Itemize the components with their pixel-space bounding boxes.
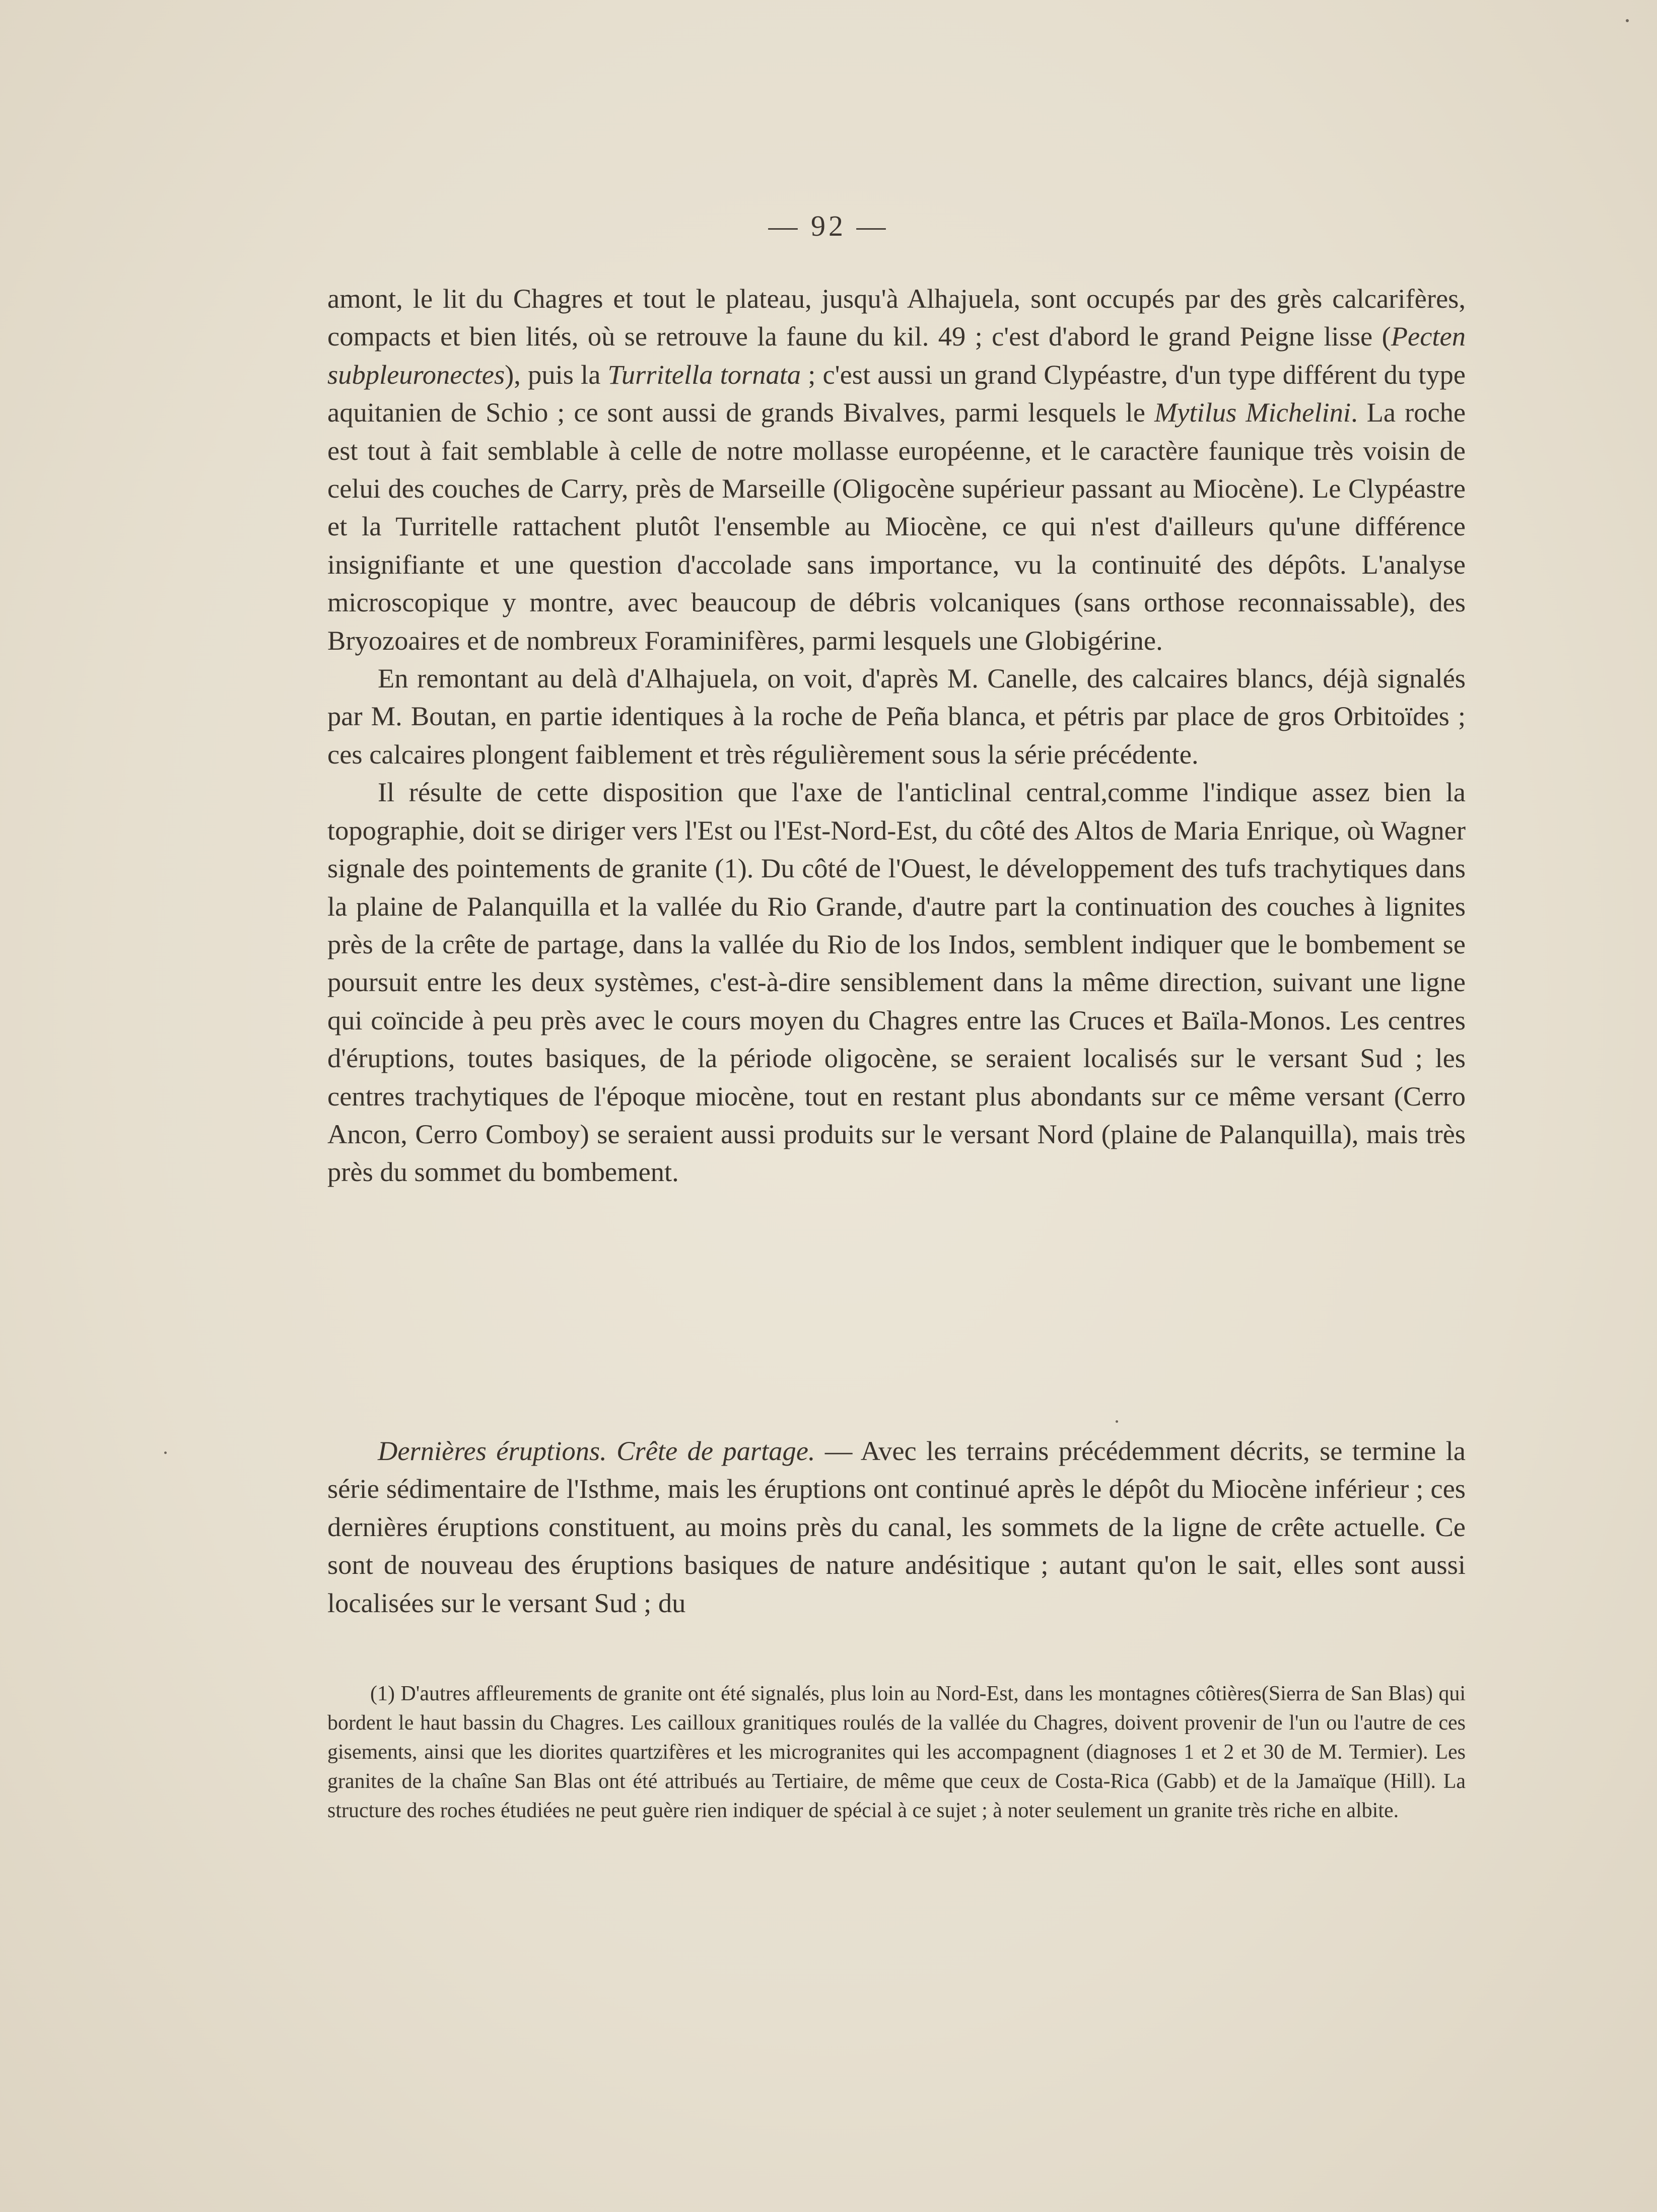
species-pecten: Pecten subpleuronectes (327, 321, 1466, 390)
paper-speck (1626, 19, 1629, 22)
paragraph-2: En remontant au delà d'Alhajuela, on voit, d'après M. Canelle, des calcaires blancs, déjà signalés par M. Boutan, en partie identiques à la roche de Peña blanca, et pétris par place de gros Orbitoïdes ; ces calcaires plongent faiblement et très régulièrement sous la série précédente. (327, 663, 1466, 770)
section-eruptions (327, 1432, 1466, 1622)
paragraph-1-text-3: ; c'est aussi un grand Clypéastre, d'un type différent du type aquitanien de Schio ; ce sont aussi de grands Bivalves, parmi lesquels le (327, 359, 1466, 428)
paragraph-3: Il résulte de cette disposition que l'axe de l'anticlinal central,comme l'indique assez bien la topographie, doit se diriger vers l'Est ou l'Est-Nord-Est, du côté des Altos de Maria Enrique, où Wagner signale des pointements de granite (1). Du côté de l'Ouest, le développement des tufs trachytiques dans la plaine de Palanquilla et la vallée du Rio Grande, d'autre part la continuation des couches à lignites près de la crête de partage, dans la vallée du Rio de los Indos, semblent indiquer que le bombement se poursuit entre les deux systèmes, c'est-à-dire sensiblement dans la même direction, suivant une ligne qui coïncide à peu près avec le cours moyen du Chagres entre las Cruces et Baïla-Monos. Les centres d'éruptions, toutes basiques, de la période oligocène, se seraient localisés sur le versant Sud ; les centres trachytiques de l'époque miocène, tout en restant plus abondants sur ce même versant (Cerro Ancon, Cerro Comboy) se seraient aussi produits sur le versant Nord (plaine de Palanquilla), mais très près du sommet du bombement. (327, 777, 1466, 1188)
section-heading: Dernières éruptions. Crête de partage. (378, 1435, 815, 1466)
page-number: — 92 — (768, 210, 889, 242)
footnote-text: (1) D'autres affleurements de granite ont été signalés, plus loin au Nord-Est, dans les montagnes côtières(Sierra de San Blas) qui bordent le haut bassin du Chagres. Les cailloux granitiques roulés de la vallée du Chagres, doivent provenir de l'un ou l'autre de ces gisements, ainsi que les diorites quartzifères et les microgranites qui les accompagnent (diagnoses 1 et 2 et 30 de M. Termier). Les granites de la chaîne San Blas ont été attribués au Tertiaire, de même que ceux de Costa-Rica (Gabb) et de la Jamaïque (Hill). La structure des roches étudiées ne peut guère rien indiquer de spécial à ce sujet ; à noter seulement un granite très riche en albite. (327, 1682, 1466, 1822)
heading-dash: — (815, 1435, 861, 1466)
main-text (327, 280, 1466, 1191)
paragraph-1-text-1: amont, le lit du Chagres et tout le plateau, jusqu'à Alhajuela, sont occupés par des grès calcarifères, compacts et bien lités, où se retrouve la faune du kil. 49 ; c'est d'abord le grand Peigne lisse ( (327, 283, 1466, 352)
paper-speck (1116, 1420, 1118, 1423)
paragraph-4-text: Avec les terrains précédemment décrits, se termine la série sédimentaire de l'Isthme, mais les éruptions ont continué après le dépôt du Miocène inférieur ; ces dernières éruptions constituent, au moins près du canal, les sommets de la ligne de crête actuelle. Ce sont de nouveau des éruptions basiques de nature andésitique ; autant qu'on le sait, elles sont aussi localisées sur le versant Sud ; du (327, 1435, 1466, 1618)
paragraph-1-text-2: ), puis la (505, 359, 608, 390)
footnote (327, 1679, 1466, 1825)
species-turritella: Turritella tornata (607, 359, 801, 390)
paragraph-1-text-4: . La roche est tout à fait semblable à celle de notre mollasse européenne, et le caractère faunique très voisin de celui des couches de Carry, près de Marseille (Oligocène supérieur passant au Miocène). Le Clypéastre et la Turritelle rattachent plutôt l'ensemble au Miocène, ce qui n'est d'ailleurs qu'une différence insignifiante et une question d'accolade sans importance, vu la continuité des dépôts. L'analyse microscopique y montre, avec beaucoup de débris volcaniques (sans orthose reconnaissable), des Bryozoaires et de nombreux Foraminifères, parmi lesquels une Globigérine. (327, 397, 1466, 656)
species-mytilus: Mytilus Michelini (1154, 397, 1351, 428)
paper-speck (164, 1451, 167, 1454)
paragraph-4 (327, 1432, 1466, 1622)
paragraph-1 (327, 280, 1466, 659)
